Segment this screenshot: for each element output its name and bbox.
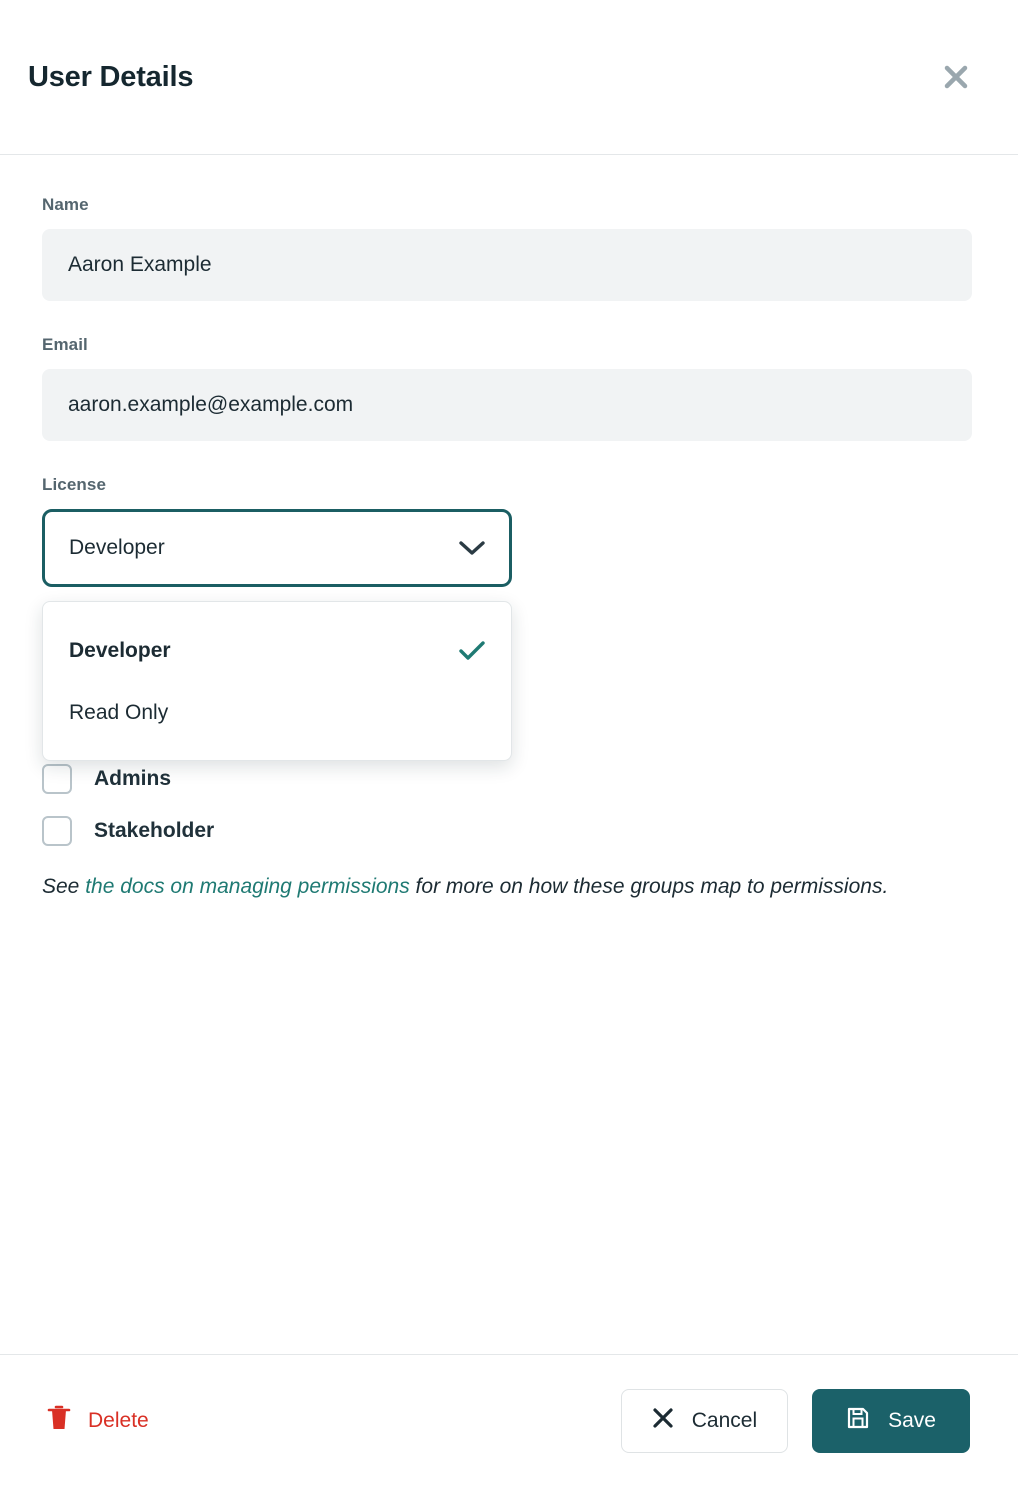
checkbox-stakeholder[interactable] — [42, 816, 72, 846]
license-label: License — [42, 475, 107, 494]
close-icon[interactable] — [934, 55, 978, 99]
license-field-group — [42, 475, 976, 724]
license-option-label: Developer — [69, 639, 171, 662]
license-option-read-only[interactable] — [43, 682, 511, 744]
license-select-wrapper — [42, 509, 512, 724]
cancel-button[interactable] — [621, 1389, 788, 1453]
page-title: User Details — [28, 60, 194, 93]
dialog-footer — [0, 1354, 1018, 1486]
hint-suffix: for more on how these groups map to permissions. — [409, 875, 889, 898]
delete-label: Delete — [88, 1408, 149, 1432]
save-label: Save — [888, 1408, 936, 1432]
delete-button[interactable] — [42, 1396, 153, 1446]
cancel-label: Cancel — [691, 1408, 758, 1432]
trash-icon — [46, 1404, 72, 1438]
checkbox-admins[interactable] — [42, 764, 72, 794]
permissions-docs-link[interactable]: the docs on managing permissions — [85, 875, 410, 898]
footer-actions — [621, 1389, 970, 1453]
groups-hint — [42, 871, 962, 904]
name-input[interactable]: Aaron Example — [42, 229, 972, 301]
group-row-admins[interactable] — [42, 757, 976, 801]
group-label-admins: Admins — [94, 767, 172, 790]
license-dropdown-menu — [42, 601, 512, 761]
x-icon — [652, 1407, 674, 1435]
dialog-header — [0, 0, 1018, 155]
name-field-group — [42, 195, 976, 301]
license-option-label: Read Only — [69, 701, 169, 724]
license-option-developer[interactable] — [43, 620, 511, 682]
chevron-down-icon — [459, 540, 485, 556]
group-label-stakeholder: Stakeholder — [94, 819, 215, 842]
dialog-body — [0, 155, 1018, 1354]
email-field-group — [42, 335, 976, 441]
groups-section — [42, 757, 976, 904]
license-select[interactable] — [42, 509, 512, 587]
hint-prefix: See — [42, 875, 86, 898]
group-row-stakeholder[interactable] — [42, 809, 976, 853]
email-input[interactable]: aaron.example@example.com — [42, 369, 972, 441]
save-disk-icon — [846, 1406, 870, 1436]
license-selected-value: Developer — [69, 536, 165, 559]
save-button[interactable] — [812, 1389, 970, 1453]
email-label: Email — [42, 335, 88, 354]
name-label: Name — [42, 195, 89, 214]
check-icon — [459, 641, 485, 661]
